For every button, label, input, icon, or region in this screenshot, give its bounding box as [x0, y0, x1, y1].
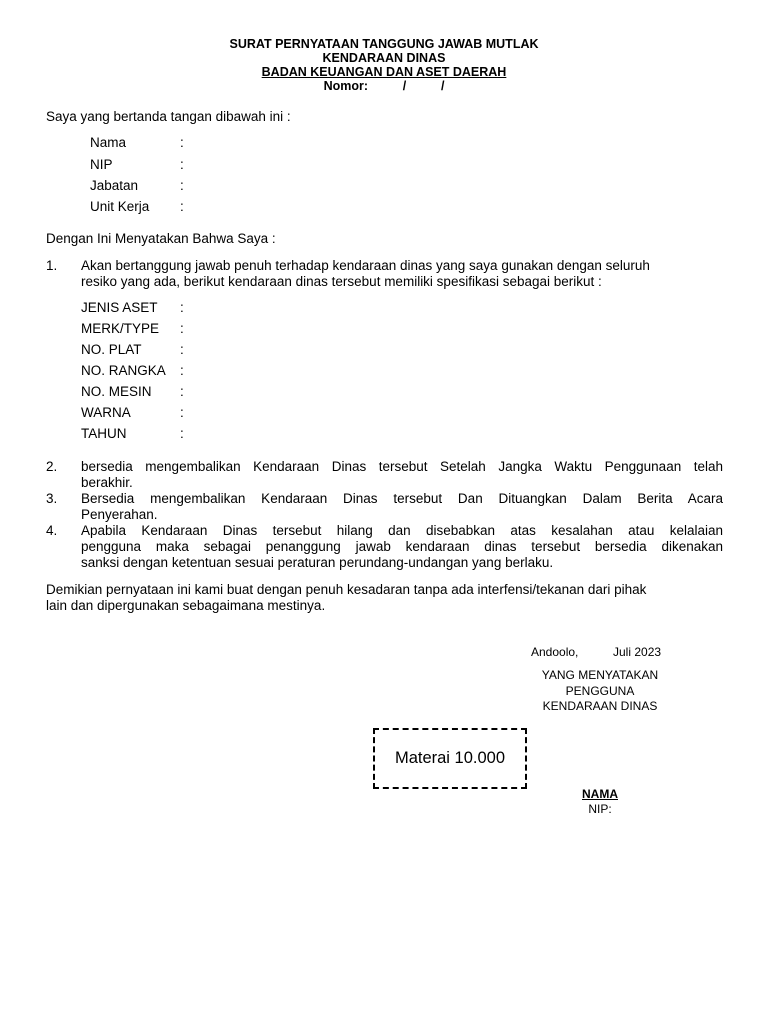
agency-name: [0, 66, 768, 79]
closing-line-2: lain dan dipergunakan sebagaimana mestinya.: [46, 598, 326, 613]
item-number: 3.: [46, 491, 58, 506]
signature-date: Juli 2023: [613, 645, 662, 659]
closing-line-1: Demikian pernyataan ini kami buat dengan penuh kesadaran tanpa ada interfensi/tekanan dari pihak: [46, 582, 647, 597]
revenue-stamp-box: [373, 728, 527, 789]
spec-colon: :: [180, 363, 184, 378]
spec-label-no-plat: NO. PLAT: [81, 342, 142, 357]
identity-colon: :: [180, 135, 184, 150]
item-1-line-1: Akan bertanggung jawab penuh terhadap kendaraan dinas yang saya gunakan dengan seluruh: [81, 258, 650, 273]
revenue-stamp-label: Materai 10.000: [394, 749, 506, 767]
item-2-line-2: berakhir.: [81, 475, 133, 490]
spec-colon: :: [180, 321, 184, 336]
spec-label-warna: WARNA: [81, 405, 131, 420]
signer-name-text: NAMA: [582, 787, 618, 801]
identity-label-nip: NIP: [90, 157, 113, 172]
document-subtitle: KENDARAAN DINAS: [322, 51, 446, 65]
spec-label-no-rangka: NO. RANGKA: [81, 363, 166, 378]
spec-colon: :: [180, 405, 184, 420]
signature-place: Andoolo,: [531, 645, 579, 659]
item-number: 2.: [46, 459, 58, 474]
signer-name: [540, 787, 660, 801]
item-4-line-2: pengguna maka sebagai penanggung jawab kendaraan dinas tersebut bersedia dikenakan: [81, 539, 723, 554]
item-4-line-1: Apabila Kendaraan Dinas tersebut hilang dan disebabkan atas kesalahan atau kelalaian: [81, 523, 723, 538]
signature-role-3: KENDARAAN DINAS: [542, 699, 658, 713]
spec-label-jenis-aset: JENIS ASET: [81, 300, 158, 315]
identity-label-unit-kerja: Unit Kerja: [90, 199, 150, 214]
identity-label-nama: Nama: [90, 135, 127, 150]
spec-label-no-mesin: NO. MESIN: [81, 384, 152, 399]
item-number: 1.: [46, 258, 58, 273]
spec-colon: :: [180, 300, 184, 315]
item-3-line-1: Bersedia mengembalikan Kendaraan Dinas tersebut Dan Dituangkan Dalam Berita Acara: [81, 491, 723, 506]
document-number: Nomor: / /: [323, 79, 445, 93]
spec-colon: :: [180, 384, 184, 399]
spec-label-tahun: TAHUN: [81, 426, 127, 441]
item-3-line-2: Penyerahan.: [81, 507, 158, 522]
identity-label-jabatan: Jabatan: [90, 178, 139, 193]
identity-colon: :: [180, 157, 184, 172]
document-title: SURAT PERNYATAAN TANGGUNG JAWAB MUTLAK: [229, 37, 539, 51]
item-4-line-3: sanksi dengan ketentuan sesuai peraturan perundang-undangan yang berlaku.: [81, 555, 554, 570]
item-2-line-1: bersedia mengembalikan Kendaraan Dinas tersebut Setelah Jangka Waktu Penggunaan telah: [81, 459, 723, 474]
spec-label-merk-type: MERK/TYPE: [81, 321, 160, 336]
spec-colon: :: [180, 342, 184, 357]
signature-role-1: YANG MENYATAKAN: [541, 668, 659, 682]
intro-text: Saya yang bertanda tangan dibawah ini :: [46, 109, 291, 124]
spec-colon: :: [180, 426, 184, 441]
item-1-line-2: resiko yang ada, berikut kendaraan dinas tersebut memiliki spesifikasi sebagai berikut :: [81, 274, 602, 289]
signature-role-2: PENGGUNA: [565, 684, 635, 698]
item-number: 4.: [46, 523, 58, 538]
identity-colon: :: [180, 199, 184, 214]
identity-colon: :: [180, 178, 184, 193]
agency-name-text: BADAN KEUANGAN DAN ASET DAERAH: [261, 65, 507, 79]
signer-nip: NIP:: [588, 802, 612, 816]
statement-intro: Dengan Ini Menyatakan Bahwa Saya :: [46, 231, 276, 246]
